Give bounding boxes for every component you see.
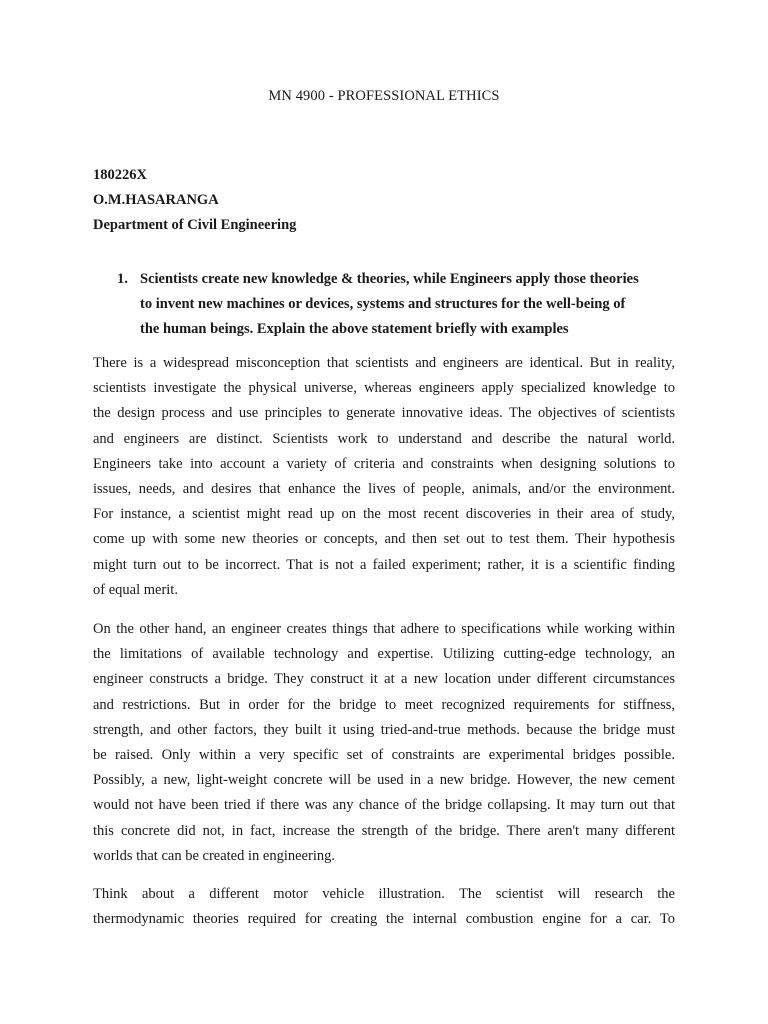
answer-paragraph-3 (93, 882, 675, 932)
question-line: to invent new machines or devices, systems and structures for the well-being of (140, 296, 626, 312)
paragraph-line: Engineers take into account a variety of criteria and constraints when designing solutions to (93, 455, 675, 472)
question-number: 1. (117, 271, 128, 287)
paragraph-line: worlds that can be created in engineering. (93, 847, 335, 864)
document-title: MN 4900 - PROFESSIONAL ETHICS (268, 88, 500, 104)
paragraph-line: the limitations of available technology and expertise. Utilizing cutting-edge technology, an (93, 646, 675, 663)
paragraph-line: might turn out to be incorrect. That is not a failed experiment; rather, it is a scientific finding (93, 556, 675, 573)
paragraph-line: For instance, a scientist might read up on the most recent discoveries in their area of study, (93, 506, 675, 523)
paragraph-line: be raised. Only within a very specific set of constraints are experimental bridges possible. (93, 746, 675, 763)
paragraph-line: this concrete did not, in fact, increase the strength of the bridge. There aren't many different (93, 822, 675, 839)
paragraph-line: scientists investigate the physical universe, whereas engineers apply specialized knowledge to (93, 380, 675, 397)
question-line: the human beings. Explain the above statement briefly with examples (140, 321, 569, 337)
paragraph-line: of equal merit. (93, 581, 178, 598)
answer-paragraph-2 (93, 617, 675, 869)
paragraph-line: engineer constructs a bridge. They construct it at a new location under different circumstances (93, 671, 675, 688)
student-name: O.M.HASARANGA (93, 192, 219, 208)
paragraph-line: the design process and use principles to generate innovative ideas. The objectives of scientists (93, 405, 675, 422)
answer-paragraph-1 (93, 351, 675, 603)
student-index: 180226X (93, 167, 147, 183)
question-text (140, 267, 677, 342)
student-info (93, 163, 296, 238)
question-1 (117, 267, 677, 342)
paragraph-line: On the other hand, an engineer creates things that adhere to specifications while working within (93, 621, 675, 637)
paragraph-line: and engineers are distinct. Scientists work to understand and describe the natural world. (93, 430, 675, 447)
paragraph-line: and restrictions. But in order for the bridge to meet recognized requirements for stiffness, (93, 696, 675, 713)
student-department: Department of Civil Engineering (93, 217, 297, 233)
paragraph-line: thermodynamic theories required for creating the internal combustion engine for a car. To (93, 911, 675, 928)
paragraph-line: strength, and other factors, they built it using tried-and-true methods. because the bridge must (93, 721, 675, 738)
paragraph-line: come up with some new theories or concepts, and then set out to test them. Their hypothesis (93, 531, 675, 548)
paragraph-line: issues, needs, and desires that enhance the lives of people, animals, and/or the environment. (93, 480, 675, 497)
paragraph-line: There is a widespread misconception that scientists and engineers are identical. But in reality, (93, 355, 675, 371)
question-line: Scientists create new knowledge & theories, while Engineers apply those theories (140, 271, 639, 287)
paragraph-line: would not have been tried if there was any chance of the bridge collapsing. It may turn out that (93, 797, 675, 814)
paragraph-line: Possibly, a new, light-weight concrete will be used in a new bridge. However, the new cement (93, 772, 675, 789)
paragraph-line: Think about a different motor vehicle illustration. The scientist will research the (93, 886, 675, 902)
